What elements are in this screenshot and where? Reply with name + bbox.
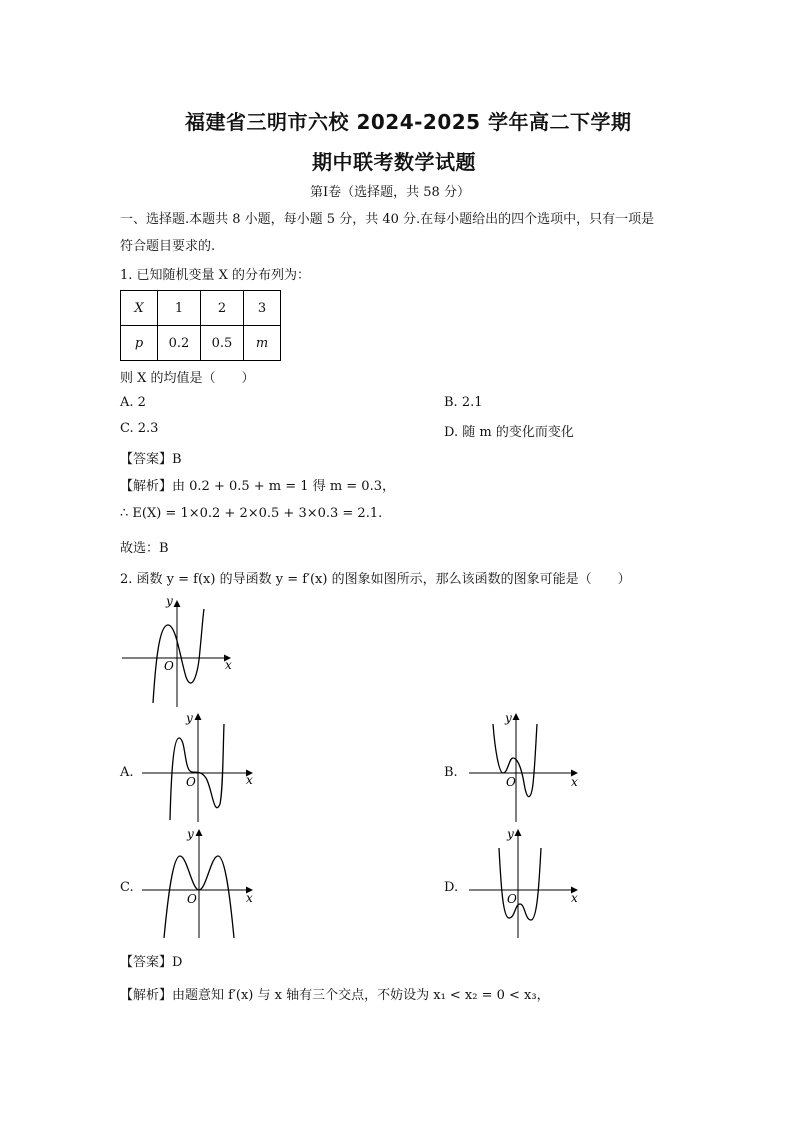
q2-option-c-label: C. [120, 880, 134, 895]
option-c-graph [140, 826, 260, 941]
derivative-graph [118, 595, 238, 710]
option-b-graph [465, 710, 585, 825]
doc-title-line1: 福建省三明市六校 2024-2025 学年高二下学期 [185, 110, 632, 134]
y-axis-label: y [166, 595, 173, 608]
q1-option-d: D. 随 m 的变化而变化 [444, 425, 574, 440]
x-axis-label: x [246, 773, 253, 787]
table-cell: 0.2 [158, 326, 201, 361]
q1-analysis-line1: 【解析】由 0.2 + 0.5 + m = 1 得 m = 0.3， [120, 479, 395, 494]
table-cell: 3 [244, 291, 281, 326]
q2-analysis: 【解析】由题意知 f′(x) 与 x 轴有三个交点，不妨设为 x₁ < x₂ = 0 < x₃， [120, 988, 550, 1003]
q1-conclusion: 故选：B [120, 541, 169, 556]
q1-option-b: B. 2.1 [444, 395, 483, 410]
table-cell: X [121, 291, 158, 326]
doc-title-line2: 期中联考数学试题 [312, 150, 476, 174]
origin-label: O [506, 775, 516, 789]
x-axis-label: x [571, 775, 578, 789]
q2-option-b-label: B. [444, 765, 458, 780]
y-axis-label: y [505, 711, 512, 725]
q2-option-d-label: D. [444, 880, 459, 895]
section-instructions-line2: 符合题目要求的. [120, 239, 216, 254]
table-cell: p [121, 326, 158, 361]
table-cell: 0.5 [201, 326, 244, 361]
q1-analysis-line2: ∴ E(X) = 1×0.2 + 2×0.5 + 3×0.3 = 2.1. [120, 506, 383, 521]
q1-option-c: C. 2.3 [120, 421, 159, 436]
origin-label: O [507, 892, 517, 906]
table-cell: 1 [158, 291, 201, 326]
q1-stem: 1. 已知随机变量 X 的分布列为： [120, 268, 311, 283]
q2-stem: 2. 函数 y = f(x) 的导函数 y = f′(x) 的图象如图所示，那么该函数的图象可能是（ ） [120, 572, 631, 587]
y-axis-label: y [507, 827, 514, 841]
distribution-table [120, 290, 281, 361]
table-cell: 2 [201, 291, 244, 326]
y-axis-label: y [187, 827, 194, 841]
origin-label: O [186, 775, 196, 789]
table-row [121, 326, 281, 361]
q1-question: 则 X 的均值是（ ） [120, 371, 255, 386]
y-axis-label: y [186, 711, 193, 725]
q2-option-a-label: A. [120, 765, 134, 780]
option-d-graph [465, 826, 585, 941]
origin-label: O [164, 659, 174, 673]
x-axis-label: x [246, 891, 253, 905]
section-instructions-line1: 一、选择题.本题共 8 小题，每小题 5 分，共 40 分.在每小题给出的四个选项中，只有一项是 [120, 212, 655, 227]
option-a-graph [140, 710, 260, 825]
table-row [121, 291, 281, 326]
q1-answer: 【答案】B [120, 452, 182, 467]
volume-note: 第Ⅰ卷（选择题，共 58 分） [310, 185, 470, 200]
table-cell: m [244, 326, 281, 361]
x-axis-label: x [225, 658, 232, 672]
q2-answer: 【答案】D [120, 955, 183, 970]
x-axis-label: x [571, 891, 578, 905]
origin-label: O [187, 892, 197, 906]
q1-option-a: A. 2 [120, 395, 146, 410]
